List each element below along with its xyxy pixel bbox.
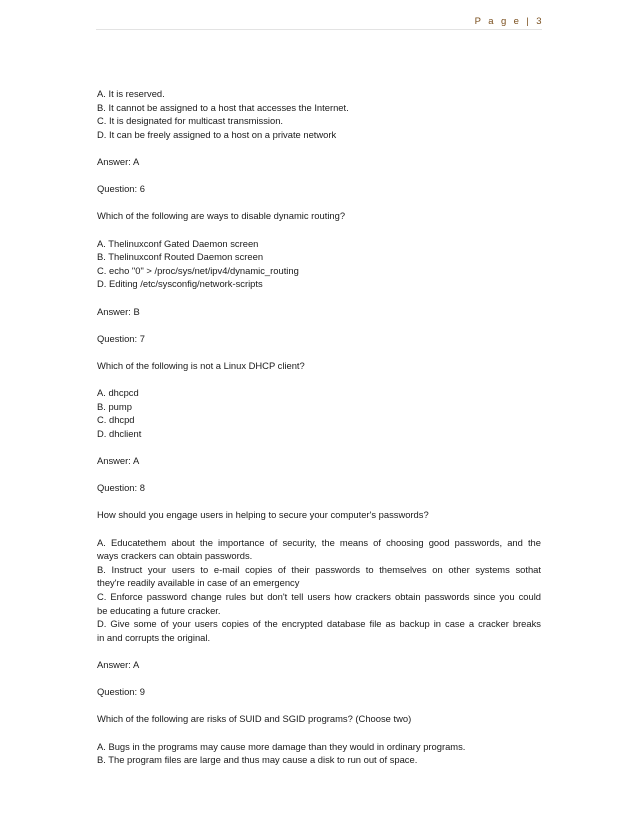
text-line: D. It can be freely assigned to a host on a private network: [97, 128, 337, 140]
page-number-header: P a g e | 3: [474, 16, 544, 27]
text-line: C. dhcpd: [97, 414, 135, 426]
header-divider: [96, 29, 542, 30]
text-line: Question: 7: [97, 332, 145, 344]
text-line: Question: 9: [97, 686, 145, 698]
text-line: Which of the following are ways to disable dynamic routing?: [97, 210, 346, 222]
paragraph: [97, 155, 541, 169]
text-line: A. It is reserved.: [97, 88, 165, 99]
paragraph: [97, 740, 541, 767]
text-line: How should you engage users in helping to secure your computer's passwords?: [97, 509, 429, 521]
text-line: D. Give some of your users copies of the encrypted database file as backup in case a cracker breaks: [97, 618, 541, 630]
text-line: Question: 8: [97, 482, 145, 494]
text-line: A. Thelinuxconf Gated Daemon screen: [97, 237, 259, 249]
text-line: C. It is designated for multicast transmission.: [97, 115, 284, 127]
text-line: Which of the following are risks of SUID and SGID programs? (Choose two): [97, 713, 412, 725]
paragraph: [97, 658, 541, 672]
text-line: D. Editing /etc/sysconfig/network-scripts: [97, 278, 263, 290]
text-line: A. Bugs in the programs may cause more damage than they would in ordinary programs.: [97, 740, 466, 752]
paragraph: [97, 332, 541, 346]
text-line: B. Instruct your users to e-mail copies of their passwords to themselves on other systems sothat: [97, 563, 541, 575]
text-line: Question: 6: [97, 183, 145, 195]
text-line: B. It cannot be assigned to a host that accesses the Internet.: [97, 101, 349, 113]
paragraph: [97, 305, 541, 319]
paragraph: [97, 454, 541, 468]
paragraph: [97, 481, 541, 495]
text-line: C. Enforce password change rules but don't tell users how crackers obtain passwords since you could: [97, 590, 541, 602]
text-line: Answer: A: [97, 455, 140, 467]
text-line: B. The program files are large and thus may cause a disk to run out of space.: [97, 754, 418, 766]
text-line: B. pump: [97, 400, 132, 412]
text-line: be educating a future cracker.: [97, 604, 221, 616]
paragraph: [97, 359, 541, 373]
paragraph: [97, 685, 541, 699]
paragraph: [97, 182, 541, 196]
text-line: Answer: A: [97, 658, 140, 670]
text-line: A. Educatethem about the importance of security, the means of choosing good passwords, and the: [97, 536, 541, 548]
text-line: C. echo "0" > /proc/sys/net/ipv4/dynamic_routing: [97, 264, 299, 276]
text-line: ways crackers can obtain passwords.: [97, 550, 253, 562]
paragraph: [97, 237, 541, 291]
paragraph: [97, 209, 541, 223]
paragraph: [97, 87, 541, 141]
text-line: they're readily available in case of an emergency: [97, 577, 300, 589]
text-line: D. dhclient: [97, 427, 142, 439]
text-line: in and corrupts the original.: [97, 631, 211, 643]
text-line: A. dhcpcd: [97, 387, 139, 399]
text-line: Which of the following is not a Linux DHCP client?: [97, 359, 305, 371]
paragraph: [97, 712, 541, 726]
paragraph: [97, 536, 541, 645]
text-line: B. Thelinuxconf Routed Daemon screen: [97, 251, 264, 263]
document-body: [97, 87, 541, 780]
text-line: Answer: B: [97, 305, 140, 317]
text-line: Answer: A: [97, 155, 140, 167]
paragraph: [97, 508, 541, 522]
paragraph: [97, 386, 541, 440]
